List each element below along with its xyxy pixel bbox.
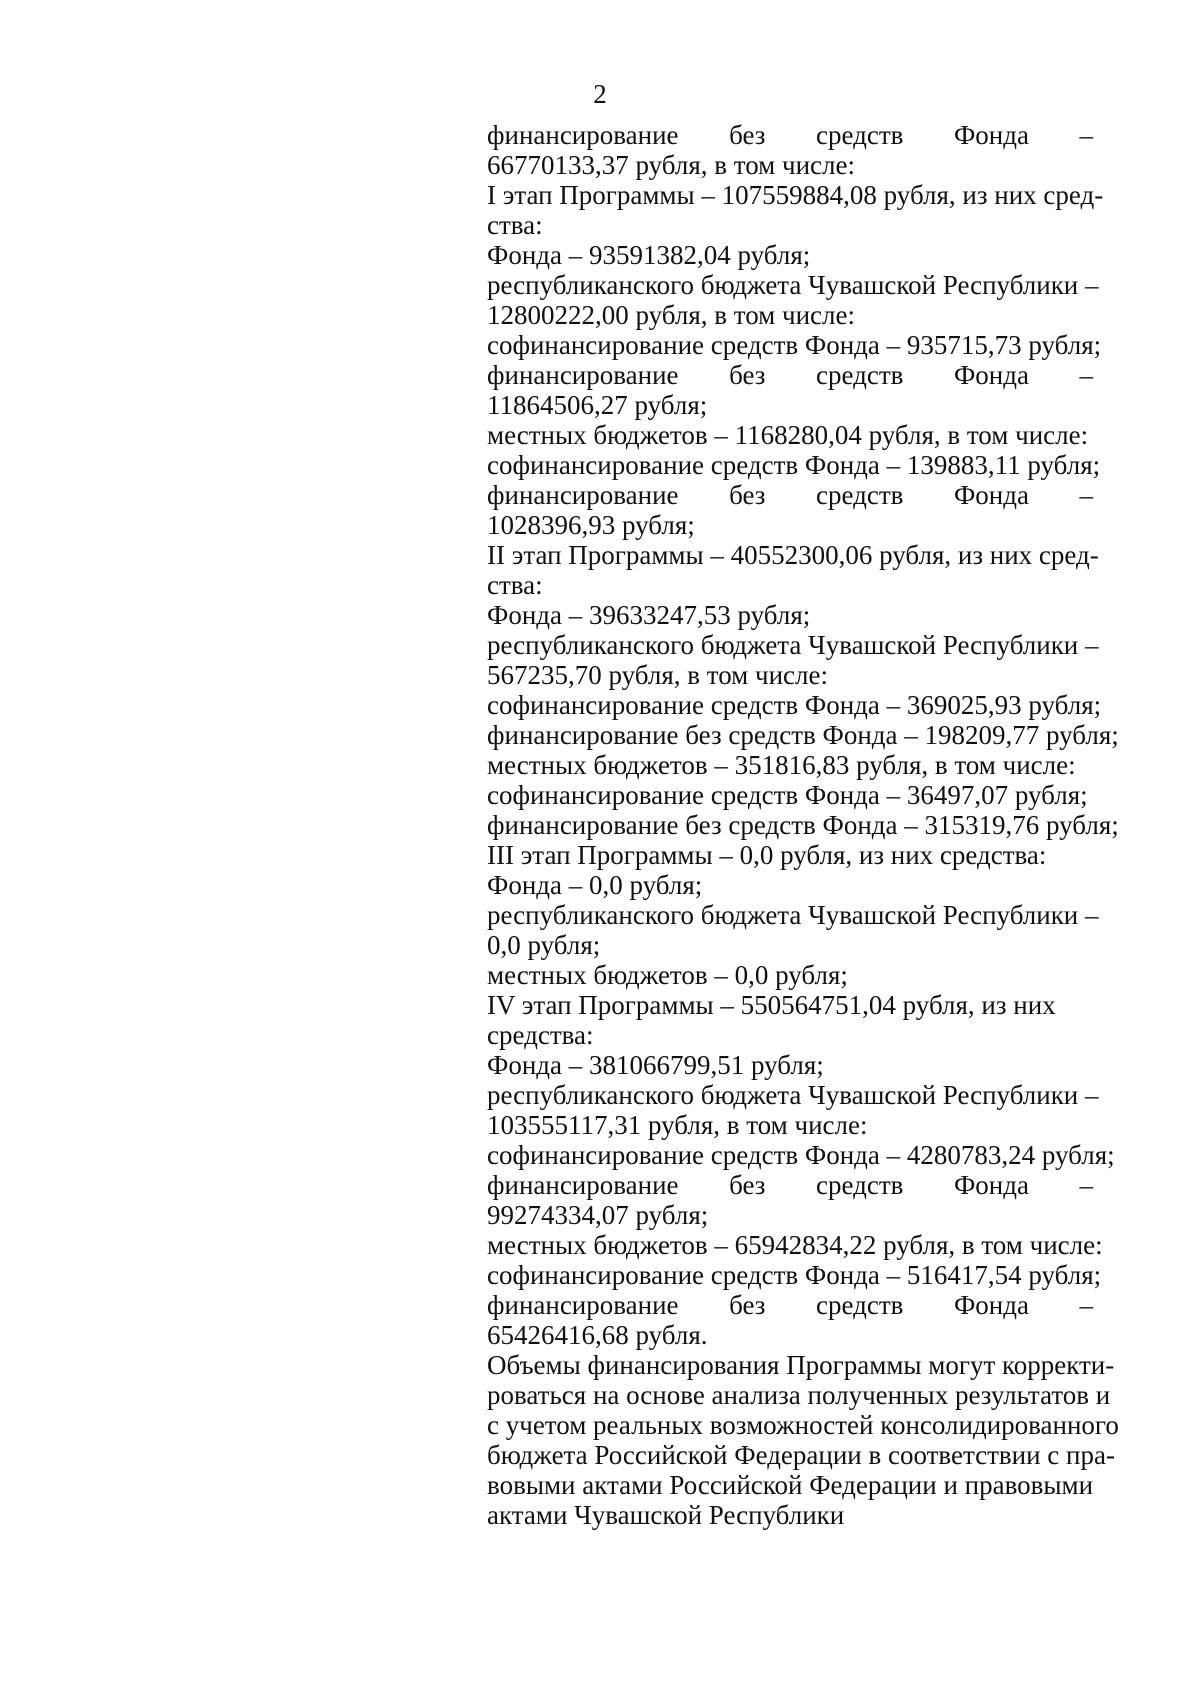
word: без <box>729 1170 766 1200</box>
word: без <box>729 120 766 150</box>
word: средств <box>816 120 904 150</box>
text-line: 12800222,00 рубля, в том числе: <box>487 300 855 330</box>
text-line: республиканского бюджета Чувашской Республики – <box>487 270 1099 300</box>
word: Фонда <box>953 120 1029 150</box>
text-line: 99274334,07 рубля; <box>487 1200 709 1230</box>
document-body <box>487 120 1119 1530</box>
text-line: софинансирование средств Фонда – 935715,73 рубля; <box>487 330 1102 360</box>
text-line: Объемы финансирования Программы могут корректи- <box>487 1350 1115 1380</box>
text-line: 567235,70 рубля, в том числе: <box>487 660 828 690</box>
word: Фонда <box>953 360 1029 390</box>
text-line: местных бюджетов – 1168280,04 рубля, в том числе: <box>487 420 1089 450</box>
text-line: Фонда – 0,0 рубля; <box>487 870 703 900</box>
text-line: бюджета Российской Федерации в соответствии с пра- <box>487 1440 1115 1470</box>
word: без <box>729 360 766 390</box>
text-line: республиканского бюджета Чувашской Республики – <box>487 900 1099 930</box>
text-line-justified <box>487 120 1093 150</box>
word: средств <box>816 1170 904 1200</box>
text-line: с учетом реальных возможностей консолидированного <box>487 1410 1119 1440</box>
text-line: местных бюджетов – 65942834,22 рубля, в том числе: <box>487 1230 1103 1260</box>
word: – <box>1079 1290 1093 1320</box>
text-line-justified <box>487 1170 1093 1200</box>
text-line: вовыми актами Российской Федерации и правовыми <box>487 1470 1094 1500</box>
text-line: Фонда – 39633247,53 рубля; <box>487 600 811 630</box>
word: Фонда <box>953 480 1029 510</box>
text-line: местных бюджетов – 351816,83 рубля, в том числе: <box>487 750 1076 780</box>
word: средств <box>816 1290 904 1320</box>
word: финансирование <box>487 1290 679 1320</box>
text-line-justified <box>487 480 1093 510</box>
text-line: финансирование без средств Фонда – 315319,76 рубля; <box>487 810 1119 840</box>
text-line: ства: <box>487 570 543 600</box>
word: без <box>729 1290 766 1320</box>
text-line: средства: <box>487 1020 594 1050</box>
text-line: 66770133,37 рубля, в том числе: <box>487 150 855 180</box>
text-line: актами Чувашской Республики <box>487 1500 845 1530</box>
word: Фонда <box>953 1170 1029 1200</box>
word: Фонда <box>953 1290 1029 1320</box>
text-line: софинансирование средств Фонда – 36497,07 рубля; <box>487 780 1088 810</box>
text-line: 103555117,31 рубля, в том числе: <box>487 1110 868 1140</box>
text-line: 0,0 рубля; <box>487 930 601 960</box>
word: средств <box>816 480 904 510</box>
text-line: 1028396,93 рубля; <box>487 510 695 540</box>
word: – <box>1079 120 1093 150</box>
text-line: Фонда – 93591382,04 рубля; <box>487 240 811 270</box>
text-line: Фонда – 381066799,51 рубля; <box>487 1050 824 1080</box>
text-line: софинансирование средств Фонда – 139883,11 рубля; <box>487 450 1101 480</box>
text-line: II этап Программы – 40552300,06 рубля, из них сред- <box>487 540 1099 570</box>
text-line: финансирование без средств Фонда – 198209,77 рубля; <box>487 720 1119 750</box>
word: финансирование <box>487 1170 679 1200</box>
word: – <box>1079 360 1093 390</box>
text-line: 65426416,68 рубля. <box>487 1320 708 1350</box>
text-line: местных бюджетов – 0,0 рубля; <box>487 960 848 990</box>
word: финансирование <box>487 480 679 510</box>
text-line: софинансирование средств Фонда – 516417,54 рубля; <box>487 1260 1102 1290</box>
text-line-justified <box>487 360 1093 390</box>
word: – <box>1079 1170 1093 1200</box>
text-line-justified <box>487 1290 1093 1320</box>
text-line: республиканского бюджета Чувашской Республики – <box>487 1080 1099 1110</box>
text-line: I этап Программы – 107559884,08 рубля, из них сред- <box>487 180 1104 210</box>
word: финансирование <box>487 120 679 150</box>
word: без <box>729 480 766 510</box>
word: средств <box>816 360 904 390</box>
text-line: роваться на основе анализа полученных результатов и <box>487 1380 1111 1410</box>
text-line: республиканского бюджета Чувашской Республики – <box>487 630 1099 660</box>
text-line: III этап Программы – 0,0 рубля, из них средства: <box>487 840 1047 870</box>
text-line: IV этап Программы – 550564751,04 рубля, из них <box>487 990 1056 1020</box>
text-line: софинансирование средств Фонда – 4280783,24 рубля; <box>487 1140 1115 1170</box>
text-line: ства: <box>487 210 543 240</box>
page-number: 2 <box>593 79 607 109</box>
word: финансирование <box>487 360 679 390</box>
text-line: 11864506,27 рубля; <box>487 390 708 420</box>
text-line: софинансирование средств Фонда – 369025,93 рубля; <box>487 690 1102 720</box>
word: – <box>1079 480 1093 510</box>
